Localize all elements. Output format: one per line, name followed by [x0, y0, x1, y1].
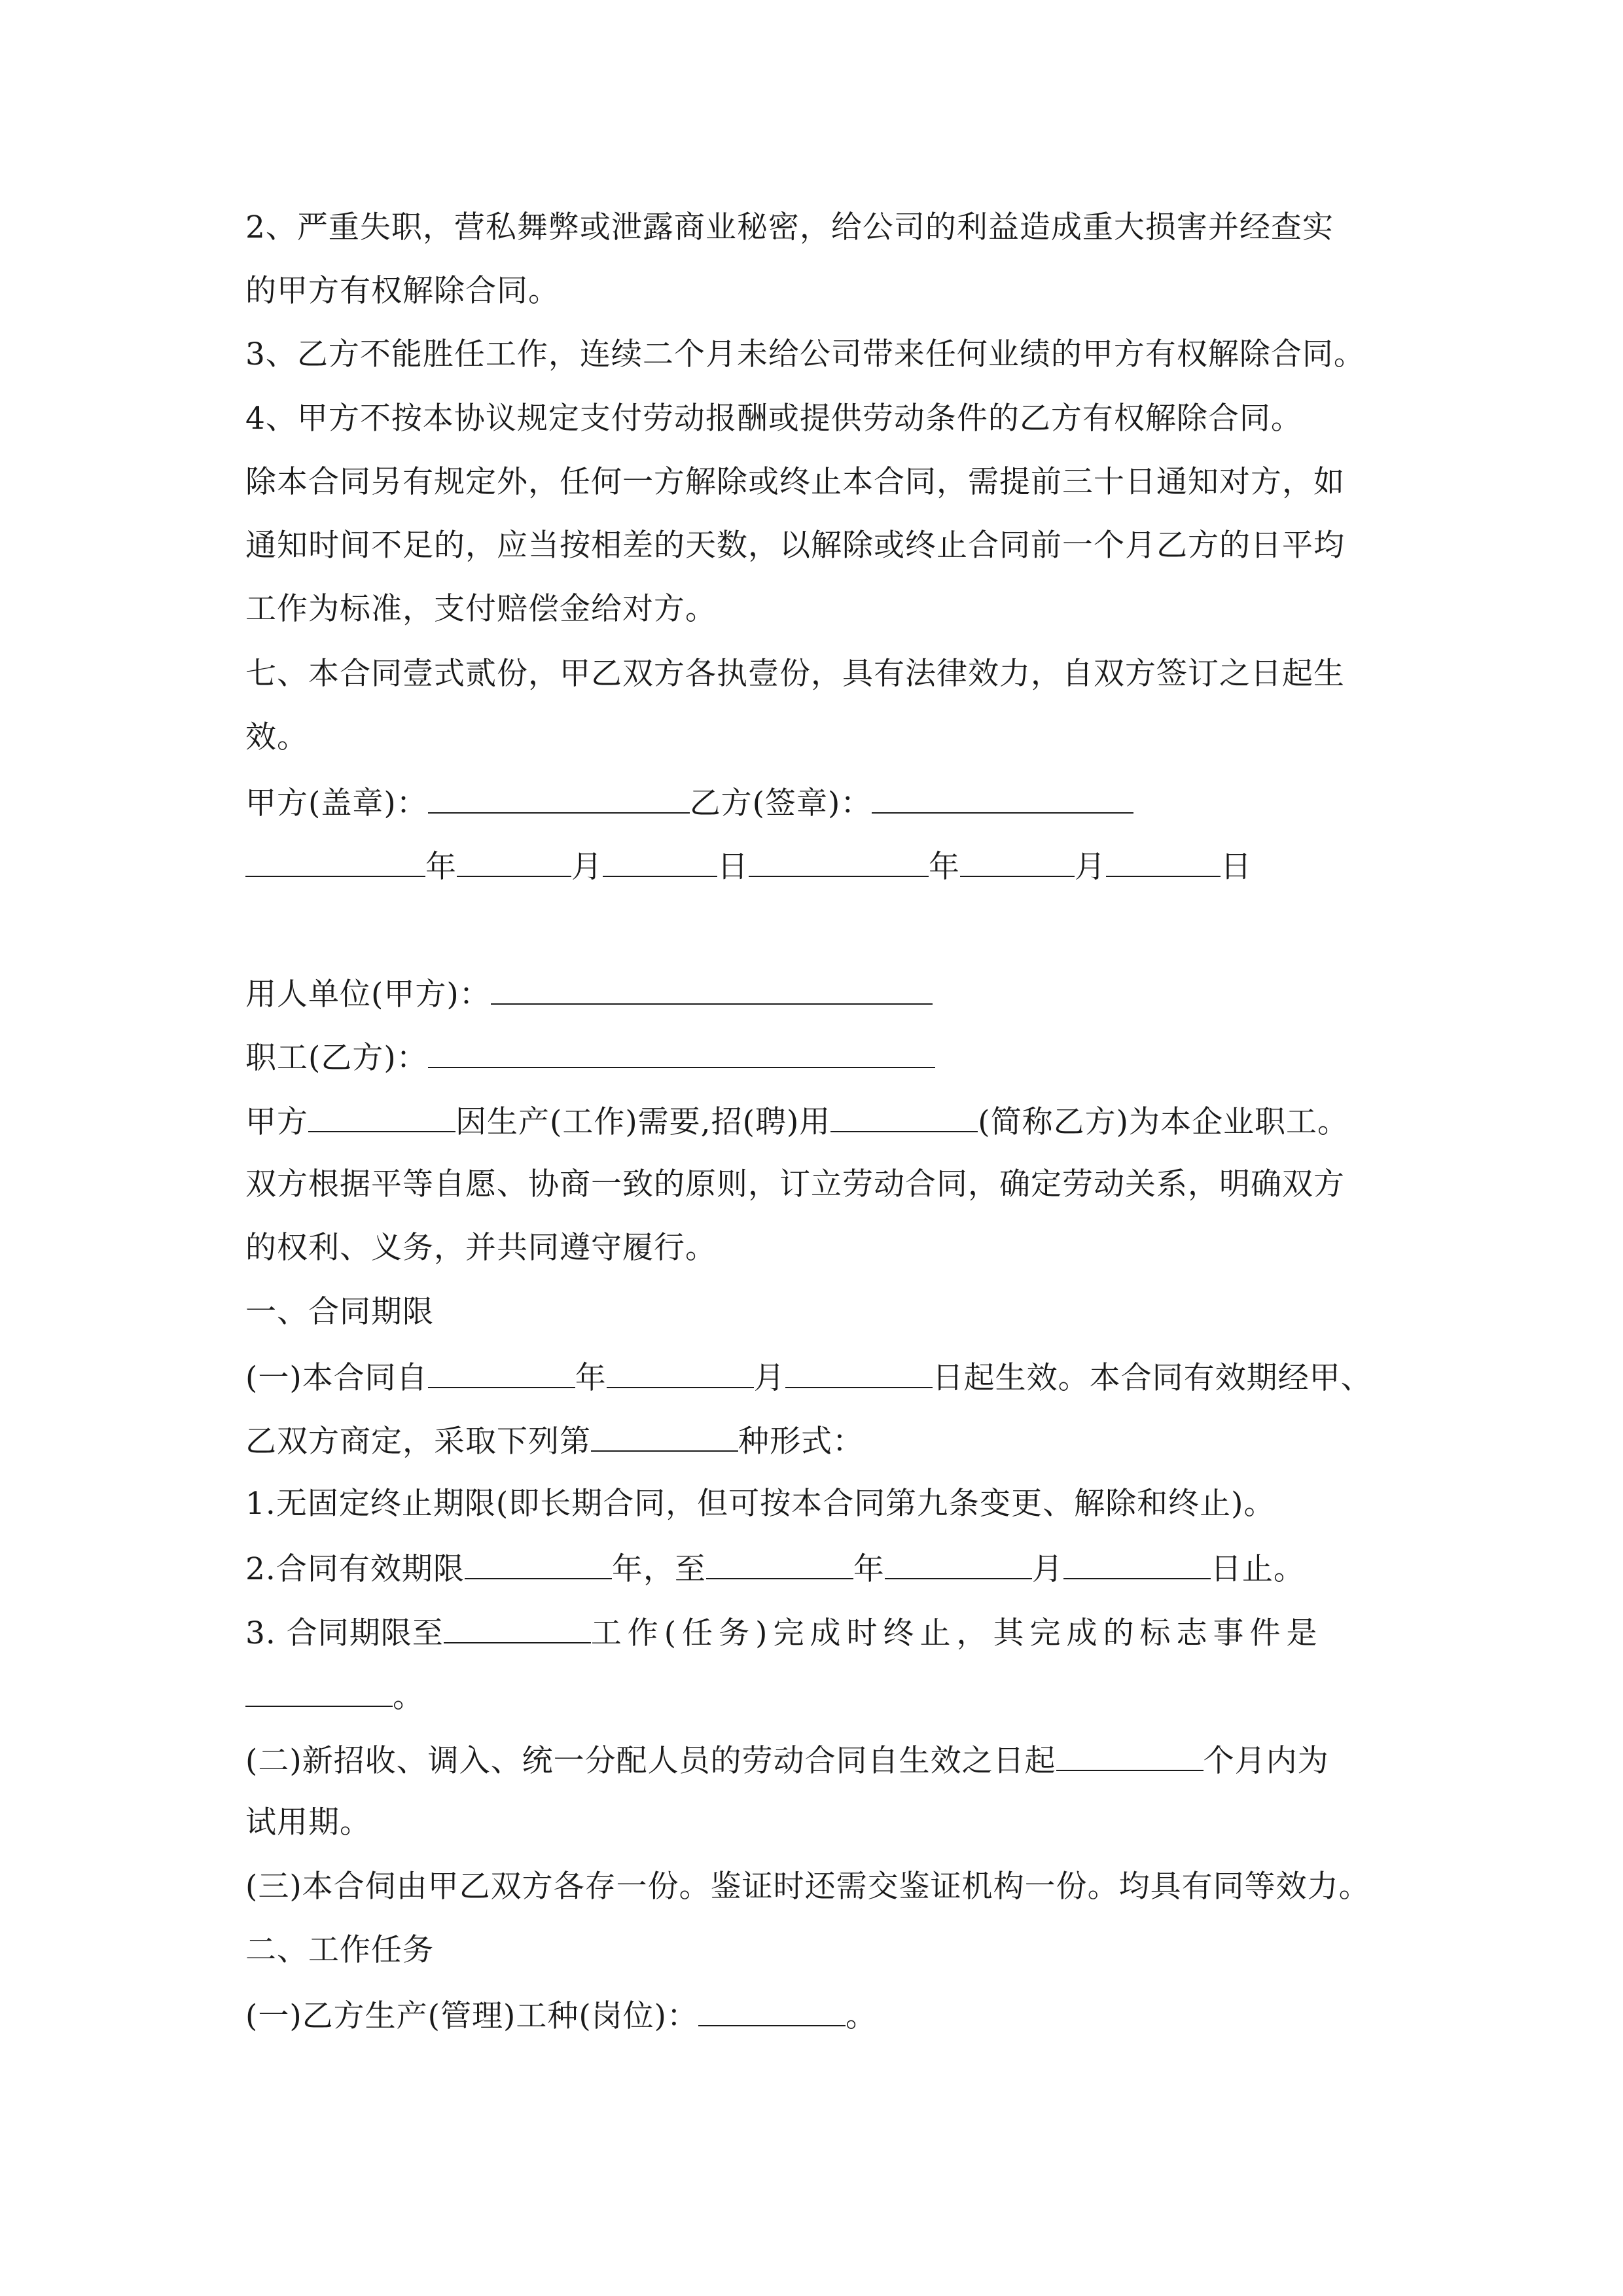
form-3: [245, 1612, 1397, 1653]
party-b-day-field[interactable]: [1106, 846, 1221, 877]
month-label: 月: [1031, 1551, 1063, 1587]
clause-7: [245, 655, 1397, 694]
form-3-cont: [245, 1676, 1397, 1717]
month-label: 月: [753, 1360, 785, 1396]
term-start-month-field[interactable]: [607, 1357, 754, 1388]
text-segment: 甲方: [245, 1104, 308, 1140]
term-start-year-field[interactable]: [428, 1357, 575, 1388]
signature-date-row: [245, 846, 1397, 887]
job-position-field[interactable]: [698, 1995, 846, 2026]
term-form-field[interactable]: [591, 1420, 738, 1452]
section-2-title: [245, 1931, 1397, 1970]
clause-7-cont: [245, 718, 1397, 757]
text-line: 通知时间不足的，应当按相差的天数，以解除或终止合同前一个月乙方的日平均: [245, 528, 1345, 564]
text-segment: 日起生效。本合同有效期经甲、: [932, 1360, 1372, 1396]
employer-name-field[interactable]: [308, 1101, 455, 1132]
text-segment: 工作(任务)完成时终止，其完成的标志事件是: [590, 1615, 1323, 1651]
employee-label: 职工(乙方)：: [245, 1040, 428, 1076]
text-segment: 日止。: [1210, 1551, 1305, 1587]
term-start-day-field[interactable]: [785, 1357, 933, 1388]
text-line: 3、乙方不能胜任工作，连续二个月未给公司带来任何业绩的甲方有权解除合同。: [245, 336, 1365, 372]
party-a-seal-field[interactable]: [428, 782, 690, 814]
form3-task-field[interactable]: [444, 1612, 591, 1643]
party-a-seal-label: 甲方(盖章)：: [245, 785, 428, 821]
form-1: [245, 1484, 1397, 1524]
term-line-1: [245, 1357, 1397, 1398]
termination-item-2-cont: [245, 272, 1397, 311]
copies-clause: [245, 1867, 1397, 1907]
text-line: 的权利、义务，并共同遵守履行。: [245, 1230, 717, 1266]
form2-end-month-field[interactable]: [885, 1548, 1032, 1579]
party-b-month-field[interactable]: [960, 846, 1075, 877]
employer-label: 用人单位(甲方)：: [245, 977, 491, 1013]
text-segment: (一)乙方生产(管理)工种(岗位)：: [245, 1998, 699, 2034]
employee-name-field[interactable]: [830, 1101, 978, 1132]
text-line: 除本合同另有规定外，任何一方解除或终止本合同，需提前三十日通知对方，如: [245, 464, 1345, 500]
form-2: [245, 1548, 1397, 1589]
employee-field[interactable]: [428, 1037, 935, 1068]
day-label: 日: [717, 849, 749, 885]
text-segment: 3. 合同期限至: [245, 1615, 444, 1651]
termination-item-2: [245, 208, 1397, 247]
employer-field[interactable]: [491, 973, 933, 1005]
party-a-day-field[interactable]: [603, 846, 717, 877]
month-label: 月: [1075, 849, 1106, 885]
party-b-sign-field[interactable]: [872, 782, 1133, 814]
section-heading: 二、工作任务: [245, 1932, 434, 1968]
term-line-2: [245, 1420, 1397, 1462]
section-1-title: [245, 1293, 1397, 1332]
year-label: 年: [929, 849, 960, 885]
text-line: 的甲方有权解除合同。: [245, 273, 560, 309]
probation-line-2: [245, 1803, 1397, 1842]
intro-line-2: [245, 1165, 1397, 1204]
notice-paragraph-3: [245, 590, 1397, 629]
text-segment: 2.合同有效期限: [245, 1551, 465, 1587]
day-label: 日: [1221, 849, 1252, 885]
intro-line-3: [245, 1229, 1397, 1268]
termination-item-3: [245, 335, 1397, 374]
year-label: 年: [425, 849, 457, 885]
text-segment: 年，至: [611, 1551, 706, 1587]
notice-paragraph-1: [245, 463, 1397, 502]
text-line: 效。: [245, 719, 308, 755]
text-segment: 。: [846, 1998, 878, 2034]
employer-row: [245, 973, 1397, 1014]
intro-line-1: [245, 1101, 1397, 1142]
text-segment: 因生产(工作)需要,招(聘)用: [455, 1104, 831, 1140]
form2-end-year-field[interactable]: [706, 1548, 853, 1579]
text-line: (三)本合伺由甲乙双方各存一份。鉴证时还需交鉴证机构一份。均具有同等效力。: [245, 1869, 1370, 1905]
text-segment: (一)本合同自: [245, 1360, 428, 1396]
party-b-year-field[interactable]: [749, 846, 929, 877]
text-line: 2、严重失职，营私舞弊或泄露商业秘密，给公司的利益造成重大损害并经查实: [245, 209, 1334, 245]
probation-line-1: [245, 1740, 1397, 1781]
employee-row: [245, 1037, 1397, 1078]
text-line: 七、本合同壹式贰份，甲乙双方各执壹份，具有法律效力，自双方签订之日起生: [245, 656, 1345, 692]
text-line: 试用期。: [245, 1804, 371, 1840]
party-a-year-field[interactable]: [245, 846, 425, 877]
termination-item-4: [245, 399, 1397, 439]
text-segment: 个月内为: [1203, 1743, 1329, 1779]
text-line: 工作为标准，支付赔偿金给对方。: [245, 591, 717, 627]
month-label: 月: [571, 849, 603, 885]
text-segment: 乙双方商定，采取下列第: [245, 1424, 591, 1460]
job-line: [245, 1995, 1397, 2036]
text-line: 双方根据平等自愿、协商一致的原则，订立劳动合同，确定劳动关系，明确双方: [245, 1166, 1345, 1202]
form3-event-field[interactable]: [245, 1676, 393, 1707]
form2-end-day-field[interactable]: [1063, 1548, 1211, 1579]
party-a-month-field[interactable]: [457, 846, 571, 877]
section-heading: 一、合同期限: [245, 1294, 434, 1330]
year-label: 年: [853, 1551, 885, 1587]
form2-years-field[interactable]: [465, 1548, 612, 1579]
year-label: 年: [575, 1360, 607, 1396]
party-b-sign-label: 乙方(签章)：: [689, 785, 872, 821]
signature-row: [245, 782, 1397, 823]
text-segment: 。: [393, 1679, 424, 1715]
text-line: 4、甲方不按本协议规定支付劳动报酬或提供劳动条件的乙方有权解除合同。: [245, 401, 1302, 437]
text-segment: (二)新招收、调入、统一分配人员的劳动合同自生效之日起: [245, 1743, 1056, 1779]
text-segment: 种形式：: [738, 1424, 864, 1460]
text-segment: (简称乙方)为本企业职工。: [978, 1104, 1349, 1140]
text-line: 1.无固定终止期限(即长期合同，但可按本合同第九条变更、解除和终止)。: [245, 1486, 1275, 1522]
notice-paragraph-2: [245, 526, 1397, 565]
probation-months-field[interactable]: [1056, 1740, 1204, 1771]
